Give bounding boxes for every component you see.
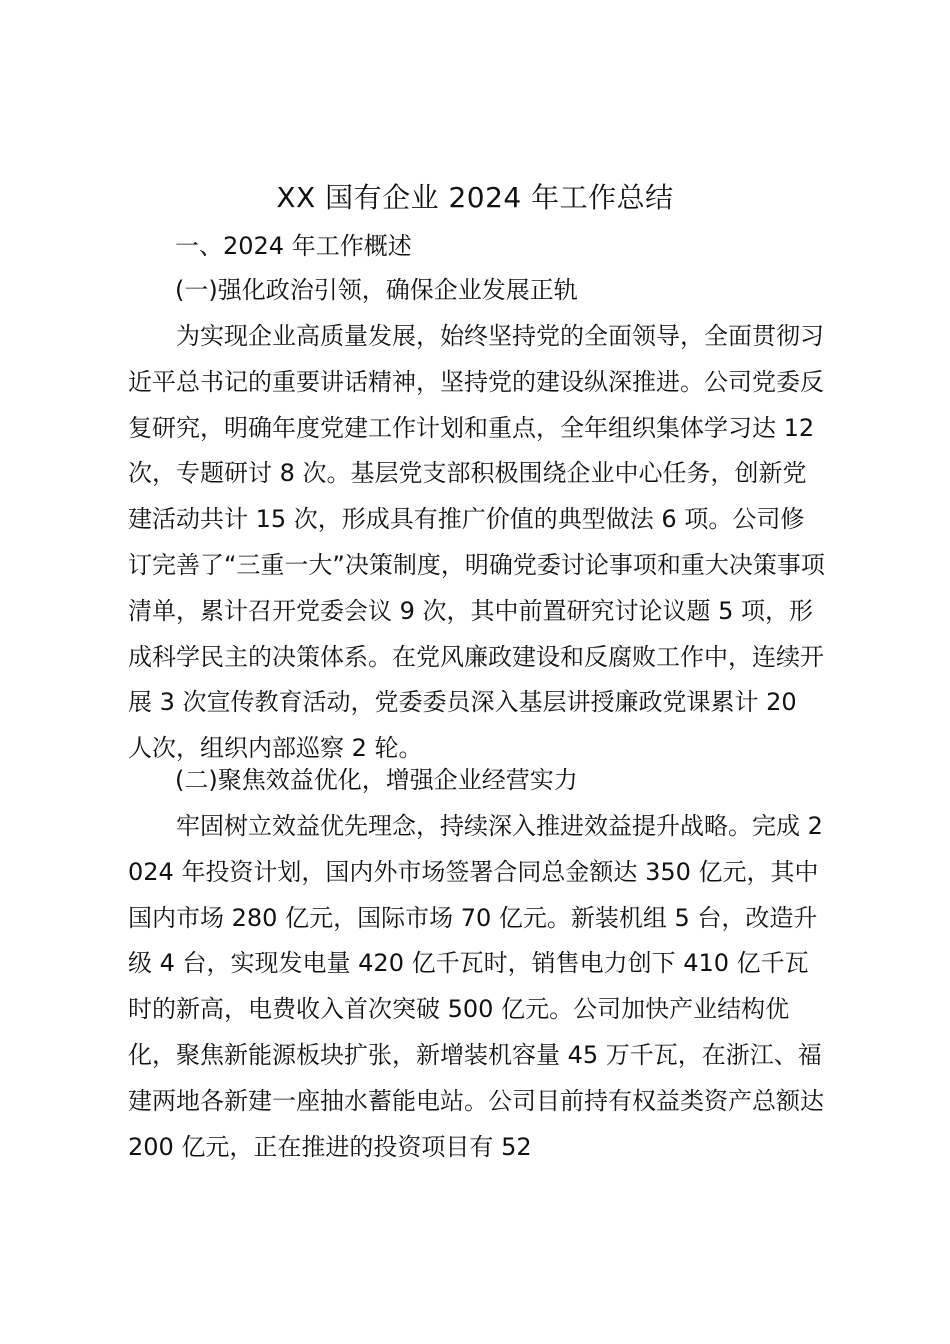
subsection-heading-efficiency: (二)聚焦效益优化，增强企业经营实力 [175,766,578,794]
paragraph-political-leadership: 为实现企业高质量发展，始终坚持党的全面领导，全面贯彻习近平总书记的重要讲话精神，坚持党的建设纵深推进。公司党委反复研究，明确年度党建工作计划和重点，全年组织集体学习达 12 次，专题研讨 8 次。基层党支部积极围绕企业中心任务，创新党建活动共计 15 次，形成具有推广价值的典型做法 6 项。公司修订完善了“三重一大”决策制度，明确党委讨论事项和重大决策事项清单，累计召开党委会议 9 次，其中前置研究讨论议题 5 项，形成科学民主的决策体系。在党风廉政建设和反腐败工作中，连续开展 3 次宣传教育活动，党委委员深入基层讲授廉政党课累计 20 人次，组织内部巡察 2 轮。 [128,322,825,763]
document-title: XX 国有企业 2024 年工作总结 [276,181,674,214]
section-heading-overview: 一、2024 年工作概述 [175,232,412,260]
subsection-heading-political-leadership: (一)强化政治引领，确保企业发展正轨 [175,276,578,304]
paragraph-efficiency: 牢固树立效益优先理念，持续深入推进效益提升战略。完成 2024 年投资计划，国内外市场签署合同总金额达 350 亿元，其中国内市场 280 亿元，国际市场 70 亿元。新装机组 5 台，改造升级 4 台，实现发电量 420 亿千瓦时，销售电力创下 410 亿千瓦时的新高，电费收入首次突破 500 亿元。公司加快产业结构优化，聚焦新能源板块扩张，新增装机容量 45 万千瓦，在浙江、福建两地各新建一座抽水蓄能电站。公司目前持有权益类资产总额达 200 亿元，正在推进的投资项目有 52 [128,812,824,1161]
